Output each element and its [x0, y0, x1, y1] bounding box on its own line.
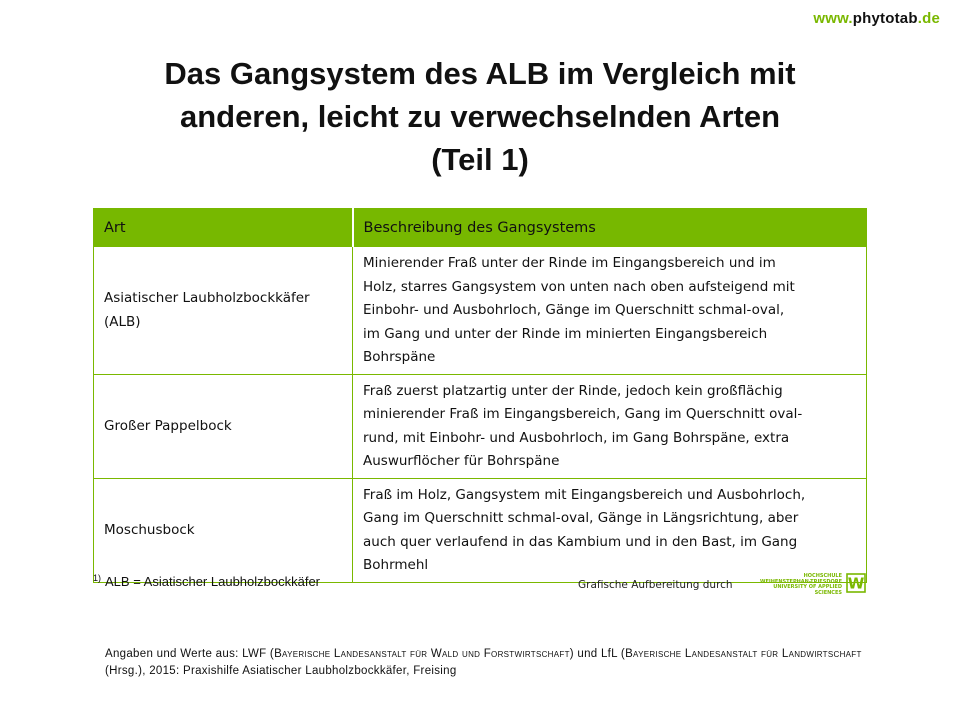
footnote — [93, 573, 320, 589]
description-line: im Gang und unter der Rinde im minierten Eingangsbereich — [363, 325, 768, 342]
comparison-table — [93, 208, 867, 583]
description-line: Bohrspäne — [363, 349, 436, 365]
species-cell — [94, 374, 353, 478]
logo-line-2: WEIHENSTEPHAN-TRIESDORF — [759, 578, 842, 585]
source-citation — [105, 646, 865, 680]
title-line-3: (Teil 1) — [431, 142, 529, 177]
source-part-1: Angaben und Werte aus: LWF ( — [105, 648, 275, 660]
description-cell — [353, 247, 867, 375]
title-line-2: anderen, leicht zu verwechselnden Arten — [179, 99, 781, 134]
table-row — [94, 247, 867, 375]
footnote-text: ALB = Asiatischer Laubholzbockkäfer — [105, 574, 321, 589]
species-name: Großer Pappelbock — [104, 417, 232, 434]
university-logo — [750, 573, 868, 595]
table-row — [94, 374, 867, 478]
source-org-lwf: Bayerische Landesanstalt für Wald und Forstwirtschaft — [274, 648, 570, 660]
page-title — [60, 52, 900, 181]
site-url-prefix: www. — [813, 10, 853, 27]
logo-line-1: HOCHSCHULE — [803, 573, 842, 579]
header-art: Art — [94, 209, 353, 247]
logo-line-3: UNIVERSITY OF APPLIED SCIENCES — [773, 584, 842, 596]
description-line: minierender Fraß im Eingangsbereich, Gang im Querschnitt oval- — [363, 406, 803, 422]
description-line: Einbohr- und Ausbohrloch, Gänge im Querschnitt schmal-oval, — [363, 302, 785, 318]
description-line: Minierender Fraß unter der Rinde im Eingangsbereich und im — [363, 255, 776, 271]
site-url-domain: phytotab — [852, 10, 918, 27]
description-line: rund, mit Einbohr- und Ausbohrloch, im Gang Bohrspäne, extra — [363, 429, 790, 446]
credit-text: Grafische Aufbereitung durch — [578, 579, 733, 591]
description-line: Bohrmehl — [363, 557, 429, 573]
species-abbr: (ALB) — [104, 313, 141, 330]
table-header-row — [94, 209, 867, 247]
header-description: Beschreibung des Gangsystems — [353, 209, 867, 247]
species-name: Asiatischer Laubholzbockkäfer — [104, 290, 310, 307]
source-org-lfl: Bayerische Landesanstalt für Landwirtschaft — [625, 648, 862, 660]
description-line: Gang im Querschnitt schmal-oval, Gänge in Längsrichtung, aber — [363, 510, 799, 526]
description-line: Fraß zuerst platzartig unter der Rinde, jedoch kein großflächig — [363, 382, 783, 399]
description-line: Holz, starres Gangsystem von unten nach oben aufsteigend mit — [363, 278, 795, 295]
species-cell — [94, 478, 353, 582]
svg-text:W: W — [847, 574, 865, 593]
footnote-marker: 1) — [93, 573, 102, 583]
source-part-3: (Hrsg.), 2015: Praxishilfe Asiatischer Laubholzbockkäfer, Freising — [105, 665, 457, 677]
site-url[interactable] — [813, 10, 940, 27]
source-part-2: ) und LfL ( — [569, 648, 626, 660]
logo-text — [750, 574, 842, 596]
description-cell — [353, 374, 867, 478]
description-line: auch quer verlaufend in das Kambium und in den Bast, im Gang — [363, 533, 798, 550]
species-cell — [94, 247, 353, 375]
table-row — [94, 478, 867, 582]
species-name: Moschusbock — [104, 521, 195, 538]
site-url-tld: .de — [917, 10, 940, 27]
description-line: Auswurflöcher für Bohrspäne — [363, 453, 560, 469]
title-line-1: Das Gangsystem des ALB im Vergleich mit — [164, 56, 796, 91]
logo-mark-icon — [846, 573, 866, 593]
description-line: Fraß im Holz, Gangsystem mit Eingangsbereich und Ausbohrloch, — [363, 486, 806, 503]
description-cell — [353, 478, 867, 582]
